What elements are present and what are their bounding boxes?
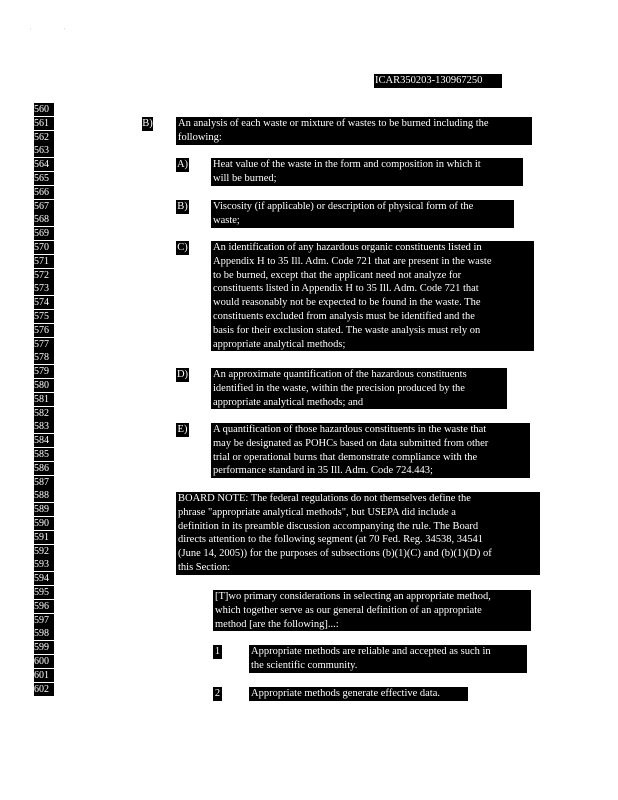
line-number: 561: [34, 117, 54, 130]
subitem-marker: C): [177, 242, 188, 253]
line-number: 593: [34, 558, 54, 571]
line-number: 565: [34, 172, 54, 185]
line-number: 597: [34, 614, 54, 627]
text-line: Appropriate methods generate effective data.: [251, 688, 441, 699]
line-number: 571: [34, 255, 54, 268]
text-line: will be burned;: [213, 172, 277, 184]
text-line: A quantification of those hazardous constituents in the waste that: [213, 424, 487, 435]
line-number: 588: [34, 489, 54, 502]
line-number: 595: [34, 586, 54, 599]
text-line: basis for their exclusion stated. The waste analysis must rely on: [213, 324, 481, 336]
text-line: appropriate analytical methods; and: [213, 396, 364, 408]
subitem-marker: D): [176, 369, 189, 380]
line-number: 582: [34, 407, 54, 420]
line-number: 584: [34, 434, 54, 447]
text-line: which together serve as our general definition of an appropriate: [215, 604, 482, 616]
line-number: 576: [34, 324, 54, 337]
line-number: 586: [34, 462, 54, 475]
line-number: 560: [34, 103, 54, 116]
subitem-marker: E): [177, 424, 188, 435]
text-line: method [are the following]...:: [215, 618, 339, 630]
text-line: definition in its preamble discussion accompanying the rule. The Board: [178, 520, 479, 532]
text-line: constituents excluded from analysis must be identified and the: [213, 310, 475, 322]
text-line: directs attention to the following segment (at 70 Fed. Reg. 34538, 34541: [178, 534, 484, 546]
line-number: 563: [34, 144, 54, 157]
subitem-a-text: [211, 158, 523, 186]
line-number: 566: [34, 186, 54, 199]
text-line: An approximate quantification of the hazardous constituents: [213, 369, 467, 380]
text-line: Heat value of the waste in the form and composition in which it: [213, 159, 481, 170]
text-line: to be burned, except that the applicant need not analyze for: [213, 269, 462, 281]
subitem-b-text: [211, 200, 514, 228]
line-number: 590: [34, 517, 54, 530]
line-number: 596: [34, 600, 54, 613]
text-line: BOARD NOTE: The federal regulations do not themselves define the: [178, 493, 471, 504]
quoted-passage: [213, 590, 531, 631]
line-number: 592: [34, 545, 54, 558]
line-number: 601: [34, 669, 54, 682]
text-line: (June 14, 2005)) for the purposes of subsections (b)(1)(C) and (b)(1)(D) of: [178, 548, 492, 560]
subitem-marker: A): [176, 159, 189, 170]
text-line: Viscosity (if applicable) or description of physical form of the: [213, 201, 474, 212]
line-number: 562: [34, 131, 54, 144]
line-number: 573: [34, 282, 54, 295]
line-number: 602: [34, 683, 54, 696]
text-line: would reasonably not be expected to be found in the waste. The: [213, 297, 481, 309]
text-line: identified in the waste, within the precision produced by the: [213, 382, 465, 394]
line-number: 579: [34, 365, 54, 378]
text-line: may be designated as POHCs based on data submitted from other: [213, 437, 489, 449]
text-line: An analysis of each waste or mixture of wastes to be burned including the: [178, 118, 489, 129]
board-note: [176, 492, 540, 575]
line-number: 577: [34, 338, 54, 351]
scan-mark: ': [30, 28, 32, 34]
line-number: 589: [34, 503, 54, 516]
line-number: 599: [34, 641, 54, 654]
text-line: Appendix H to 35 Ill. Adm. Code 721 that are present in the waste: [213, 255, 492, 267]
item-marker: B): [142, 118, 153, 129]
line-number: 587: [34, 476, 54, 489]
quote-item-1-text: [249, 645, 527, 673]
text-line: this Section:: [178, 561, 231, 573]
subitem-e-text: [211, 423, 530, 478]
line-number: 570: [34, 241, 54, 254]
line-number: 567: [34, 200, 54, 213]
text-line: appropriate analytical methods;: [213, 338, 346, 350]
subitem-d-text: [211, 368, 507, 409]
text-line: Appropriate methods are reliable and accepted as such in: [251, 646, 491, 657]
line-number: 575: [34, 310, 54, 323]
quote-item-marker: 2: [214, 688, 221, 699]
subitem-marker: B): [177, 201, 188, 212]
line-number: 598: [34, 627, 54, 640]
scan-mark: ': [64, 28, 66, 34]
text-line: An identification of any hazardous organic constituents listed in: [213, 242, 482, 253]
text-line: waste;: [213, 214, 240, 226]
text-line: phrase "appropriate analytical methods", but USEPA did include a: [178, 506, 456, 518]
line-number: 578: [34, 351, 54, 364]
document-id-header: ICAR350203-130967250: [374, 74, 502, 88]
line-number: 564: [34, 158, 54, 171]
item-b-text: [176, 117, 532, 145]
quote-item-marker: 1: [214, 646, 221, 657]
text-line: following:: [178, 131, 222, 143]
line-number: 585: [34, 448, 54, 461]
text-line: trial or operational burns that demonstrate compliance with the: [213, 451, 478, 463]
line-number: 574: [34, 296, 54, 309]
text-line: the scientific community.: [251, 659, 358, 671]
line-number: 583: [34, 420, 54, 433]
line-number: 580: [34, 379, 54, 392]
text-line: [T]wo primary considerations in selecting an appropriate method,: [215, 591, 491, 602]
line-number: 591: [34, 531, 54, 544]
text-line: constituents listed in Appendix H to 35 Ill. Adm. Code 721 that: [213, 283, 479, 295]
text-line: performance standard in 35 Ill. Adm. Code 724.443;: [213, 465, 433, 477]
line-number: 600: [34, 655, 54, 668]
line-number: 569: [34, 227, 54, 240]
subitem-c-text: [211, 241, 534, 351]
line-number: 568: [34, 213, 54, 226]
line-number: 581: [34, 393, 54, 406]
line-number: 594: [34, 572, 54, 585]
quote-item-2-text: [249, 687, 468, 701]
line-number: 572: [34, 269, 54, 282]
